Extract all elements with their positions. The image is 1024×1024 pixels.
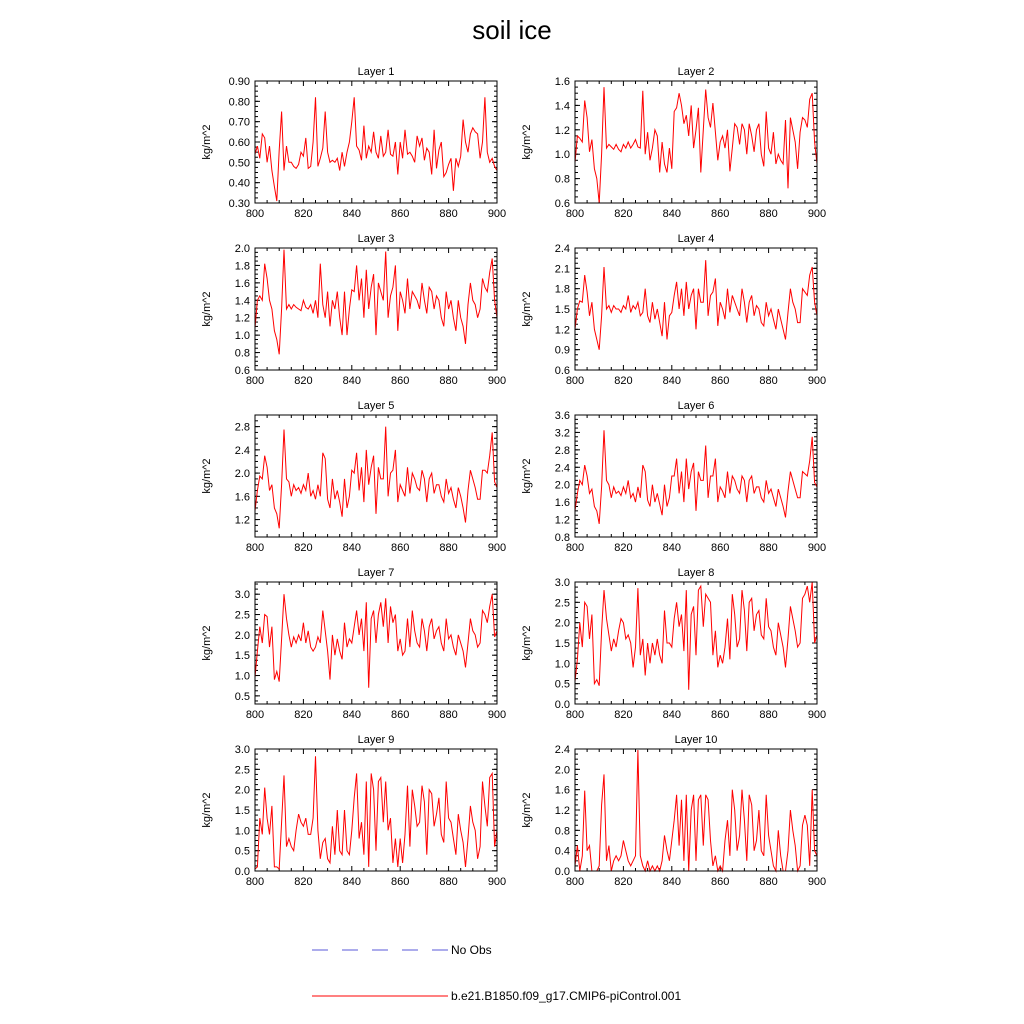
y-axis-label: kg/m^2: [521, 792, 533, 828]
x-tick-label: 900: [487, 542, 507, 554]
y-tick-label: 2.8: [554, 444, 570, 457]
y-tick-label: 1.0: [234, 670, 250, 683]
y-tick-label: 0.60: [228, 137, 250, 149]
plot-frame: [575, 248, 817, 370]
x-tick-label: 840: [662, 208, 681, 220]
series-line: [575, 582, 817, 690]
x-tick-label: 800: [245, 375, 265, 387]
y-tick-label: 1.6: [554, 497, 570, 510]
y-tick-label: 1.8: [234, 260, 250, 273]
y-tick-label: 0.5: [554, 678, 570, 691]
y-axis-label: kg/m^2: [521, 625, 533, 661]
series-line: [255, 756, 497, 869]
x-tick-label: 860: [711, 876, 730, 888]
x-tick-label: 860: [711, 208, 730, 220]
panel-title: Layer 10: [674, 734, 718, 746]
y-tick-label: 2.0: [554, 479, 570, 492]
y-tick-label: 0.40: [228, 177, 250, 190]
x-tick-label: 840: [662, 375, 681, 387]
x-tick-label: 820: [614, 876, 633, 888]
y-tick-label: 3.6: [554, 410, 570, 422]
x-tick-label: 880: [439, 876, 458, 888]
x-tick-label: 880: [759, 876, 778, 888]
y-tick-label: 0.8: [554, 825, 570, 838]
chart-panel-8: [521, 567, 826, 721]
x-tick-label: 820: [294, 208, 313, 220]
x-tick-label: 900: [487, 876, 507, 888]
y-tick-label: 1.5: [234, 650, 250, 663]
x-tick-label: 900: [807, 876, 827, 888]
y-tick-label: 0.8: [234, 347, 250, 360]
plot-frame: [255, 81, 497, 203]
panel-title: Layer 6: [677, 400, 715, 412]
legend-label-1: No Obs: [451, 943, 492, 957]
y-tick-label: 1.2: [234, 312, 250, 325]
x-tick-label: 820: [294, 375, 313, 387]
y-tick-label: 1.2: [234, 514, 250, 527]
y-tick-label: 1.0: [234, 330, 250, 343]
x-tick-label: 900: [487, 375, 507, 387]
x-tick-label: 900: [807, 375, 827, 387]
y-tick-label: 2.8: [234, 421, 250, 434]
y-tick-label: 1.0: [554, 658, 570, 671]
x-tick-label: 800: [565, 208, 585, 220]
panel-title: Layer 7: [357, 567, 395, 579]
series-line: [575, 87, 817, 203]
x-tick-label: 860: [391, 542, 410, 554]
y-tick-label: 2.5: [234, 609, 250, 622]
figure-title: soil ice: [472, 15, 552, 45]
x-tick-label: 880: [759, 709, 778, 721]
x-tick-label: 880: [759, 375, 778, 387]
x-tick-label: 840: [342, 542, 361, 554]
y-tick-label: 0.90: [228, 76, 250, 88]
y-axis-label: kg/m^2: [201, 291, 213, 327]
y-tick-label: 1.0: [234, 825, 250, 838]
x-tick-label: 860: [711, 709, 730, 721]
y-tick-label: 3.2: [554, 427, 570, 440]
x-tick-label: 880: [439, 709, 458, 721]
chart-panel-1: [201, 66, 506, 220]
x-tick-label: 800: [565, 876, 585, 888]
x-tick-label: 880: [439, 375, 458, 387]
y-axis-label: kg/m^2: [201, 124, 213, 160]
y-tick-label: 0.8: [554, 532, 570, 544]
y-tick-label: 0.6: [554, 365, 570, 377]
y-tick-label: 1.6: [234, 277, 250, 290]
y-tick-label: 2.1: [554, 263, 570, 276]
x-tick-label: 820: [614, 542, 633, 554]
chart-panel-4: [521, 233, 826, 387]
x-tick-label: 820: [294, 709, 313, 721]
y-axis-label: kg/m^2: [201, 792, 213, 828]
y-tick-label: 2.4: [554, 744, 570, 756]
plot-frame: [575, 81, 817, 203]
y-tick-label: 0.0: [554, 866, 570, 878]
y-tick-label: 0.5: [234, 845, 250, 858]
x-tick-label: 800: [565, 375, 585, 387]
y-tick-label: 0.70: [228, 116, 250, 129]
panel-title: Layer 3: [357, 233, 395, 245]
series-line: [575, 430, 817, 524]
x-tick-label: 800: [245, 208, 265, 220]
y-tick-label: 0.4: [554, 845, 570, 858]
y-tick-label: 1.5: [554, 304, 570, 316]
x-tick-label: 860: [391, 709, 410, 721]
y-tick-label: 2.0: [234, 629, 250, 642]
y-tick-label: 1.0: [554, 149, 570, 162]
panel-title: Layer 5: [357, 400, 395, 412]
y-tick-label: 1.4: [554, 100, 570, 113]
x-tick-label: 820: [614, 208, 633, 220]
y-tick-label: 1.2: [554, 805, 570, 817]
series-line: [255, 250, 497, 355]
x-tick-label: 840: [662, 709, 681, 721]
x-tick-label: 820: [614, 709, 633, 721]
y-tick-label: 0.0: [554, 699, 570, 711]
x-tick-label: 880: [759, 542, 778, 554]
y-tick-label: 2.0: [234, 468, 250, 481]
panel-title: Layer 8: [677, 567, 715, 579]
series-line: [255, 97, 497, 201]
y-tick-label: 0.5: [234, 690, 250, 703]
y-tick-label: 2.5: [554, 597, 570, 610]
y-tick-label: 0.6: [554, 198, 570, 210]
x-tick-label: 820: [294, 876, 313, 888]
x-tick-label: 860: [391, 876, 410, 888]
chart-panel-9: [201, 734, 506, 888]
series-line: [255, 594, 497, 688]
y-tick-label: 0.8: [554, 173, 570, 186]
y-tick-label: 3.0: [234, 744, 250, 756]
chart-panel-2: [521, 66, 826, 220]
panel-title: Layer 1: [357, 66, 395, 78]
x-tick-label: 880: [439, 208, 458, 220]
chart-panel-10: [521, 734, 826, 888]
y-tick-label: 1.6: [554, 76, 570, 88]
x-tick-label: 840: [342, 208, 361, 220]
x-tick-label: 800: [565, 542, 585, 554]
y-tick-label: 2.0: [234, 243, 250, 255]
x-tick-label: 900: [807, 542, 827, 554]
y-tick-label: 2.4: [234, 444, 250, 457]
x-tick-label: 860: [711, 375, 730, 387]
x-tick-label: 820: [294, 542, 313, 554]
series-line: [255, 427, 497, 529]
x-tick-label: 880: [439, 542, 458, 554]
y-tick-label: 0.9: [554, 344, 570, 357]
y-tick-label: 1.8: [554, 283, 570, 296]
x-tick-label: 820: [614, 375, 633, 387]
x-tick-label: 840: [342, 876, 361, 888]
y-tick-label: 0.0: [234, 866, 250, 878]
y-tick-label: 1.6: [234, 491, 250, 504]
y-axis-label: kg/m^2: [521, 291, 533, 327]
panel-title: Layer 2: [677, 66, 715, 78]
y-tick-label: 3.0: [554, 577, 570, 589]
x-tick-label: 800: [245, 876, 265, 888]
x-tick-label: 840: [662, 542, 681, 554]
x-tick-label: 800: [245, 709, 265, 721]
y-tick-label: 1.6: [554, 784, 570, 797]
y-tick-label: 1.2: [554, 324, 570, 337]
y-axis-label: kg/m^2: [201, 458, 213, 494]
x-tick-label: 880: [759, 208, 778, 220]
y-tick-label: 2.0: [554, 617, 570, 630]
chart-panel-3: [201, 233, 506, 387]
x-tick-label: 900: [487, 208, 507, 220]
x-tick-label: 840: [342, 709, 361, 721]
series-line: [575, 260, 817, 350]
y-tick-label: 0.6: [234, 365, 250, 377]
x-tick-label: 900: [487, 709, 507, 721]
y-tick-label: 1.2: [554, 514, 570, 527]
panel-title: Layer 9: [357, 734, 395, 746]
chart-panel-6: [521, 400, 826, 554]
y-axis-label: kg/m^2: [201, 625, 213, 661]
y-axis-label: kg/m^2: [521, 124, 533, 160]
y-tick-label: 0.30: [228, 198, 250, 210]
y-tick-label: 3.0: [234, 589, 250, 602]
x-tick-label: 860: [391, 208, 410, 220]
x-tick-label: 900: [807, 709, 827, 721]
chart-panel-5: [201, 400, 506, 554]
y-tick-label: 2.4: [554, 462, 570, 475]
y-tick-label: 2.5: [234, 764, 250, 777]
y-tick-label: 1.4: [234, 295, 250, 308]
x-tick-label: 800: [565, 709, 585, 721]
y-tick-label: 1.2: [554, 124, 570, 137]
x-tick-label: 840: [342, 375, 361, 387]
x-tick-label: 860: [391, 375, 410, 387]
plot-frame: [255, 749, 497, 871]
x-tick-label: 900: [807, 208, 827, 220]
y-tick-label: 2.4: [554, 243, 570, 255]
y-tick-label: 1.5: [234, 805, 250, 817]
plot-frame: [255, 415, 497, 537]
legend: [312, 943, 681, 1003]
y-tick-label: 2.0: [554, 764, 570, 777]
y-tick-label: 0.80: [228, 96, 250, 109]
x-tick-label: 860: [711, 542, 730, 554]
y-axis-label: kg/m^2: [521, 458, 533, 494]
y-tick-label: 0.50: [228, 157, 250, 170]
panel-title: Layer 4: [677, 233, 715, 245]
chart-panel-7: [201, 567, 506, 721]
y-tick-label: 1.5: [554, 638, 570, 650]
y-tick-label: 2.0: [234, 784, 250, 797]
legend-label-2: b.e21.B1850.f09_g17.CMIP6-piControl.001: [451, 989, 682, 1003]
x-tick-label: 800: [245, 542, 265, 554]
x-tick-label: 840: [662, 876, 681, 888]
series-line: [575, 750, 817, 871]
plot-frame: [575, 415, 817, 537]
